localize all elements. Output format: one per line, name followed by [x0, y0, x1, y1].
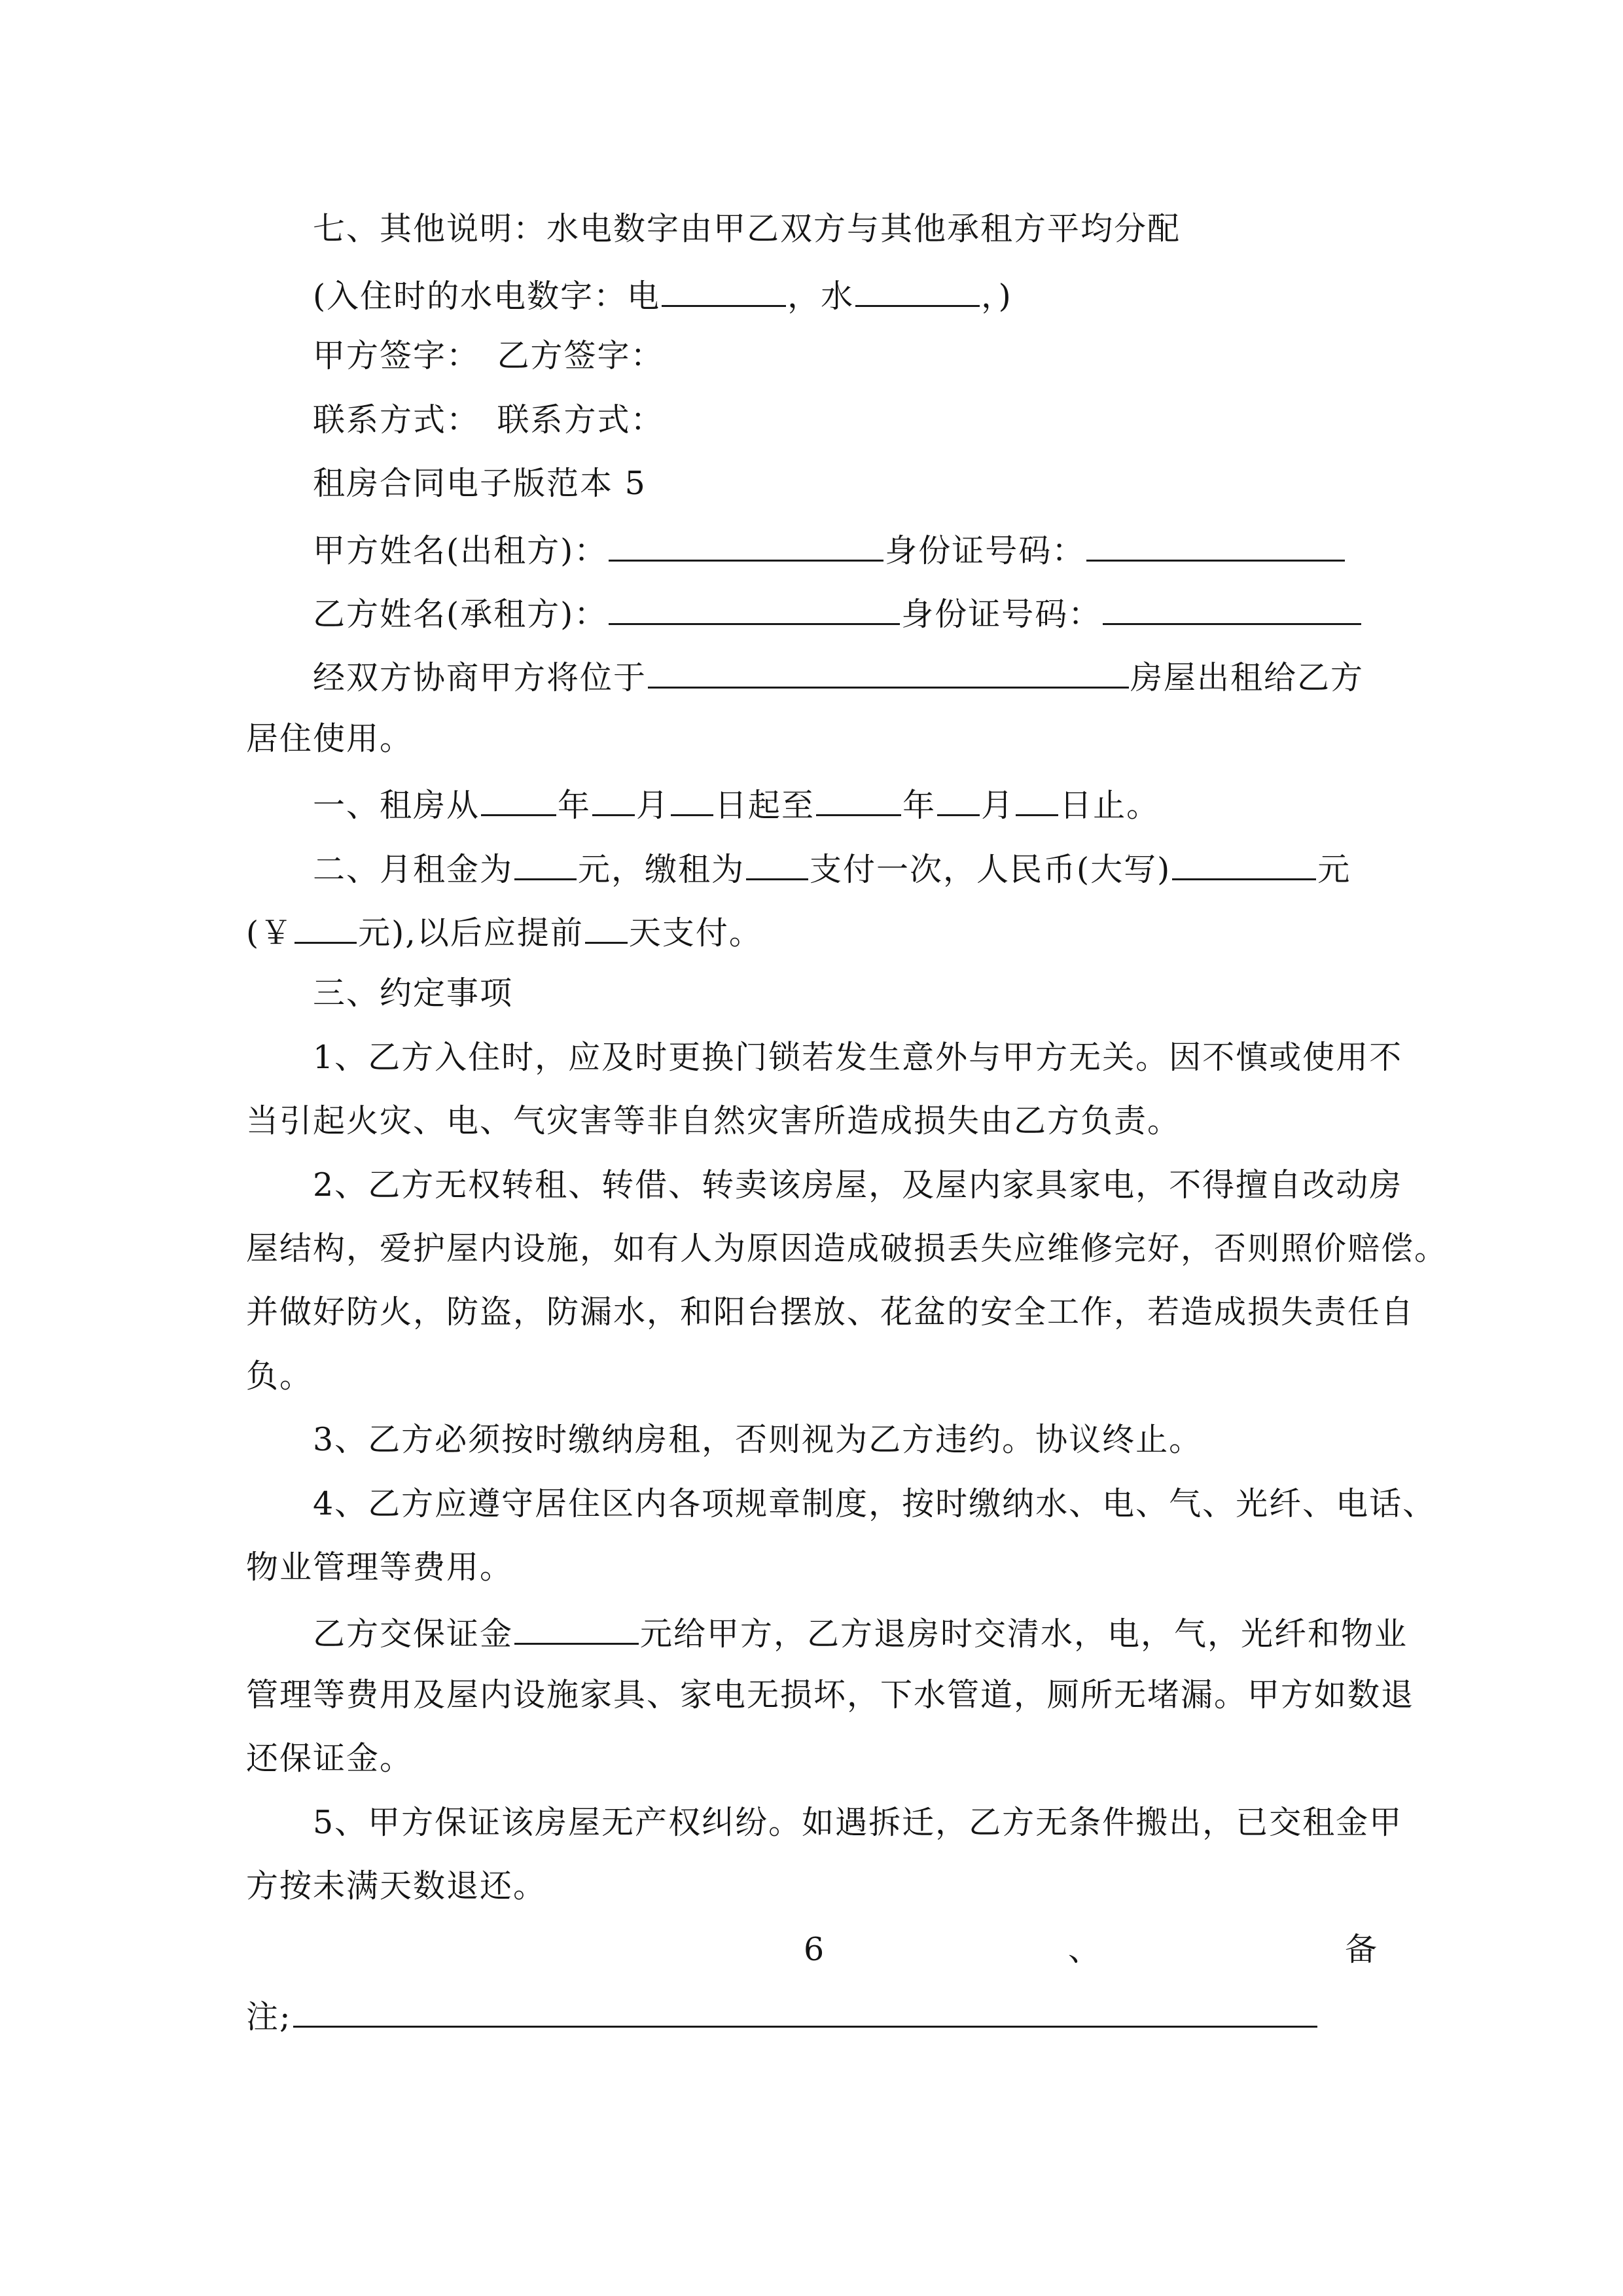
monthly-rent-line: 二、月租金为 元，缴租为 支付一次，人民币(大写) 元	[313, 846, 1351, 891]
deposit-line-1: 乙方交保证金 元给甲方，乙方退房时交清水，电，气，光纤和物业	[313, 1610, 1408, 1655]
deposit-line-2: 管理等费用及屋内设施家具、家电无损坏，下水管道，厕所无堵漏。甲方如数退	[246, 1676, 1415, 1713]
advance-days-blank[interactable]	[585, 909, 628, 944]
clause-2-line-1: 2、乙方无权转租、转借、转卖该房屋，及屋内家具家电，不得擅自改动房	[313, 1166, 1403, 1204]
payment-period-blank[interactable]	[746, 846, 808, 880]
clause-2-line-2: 屋结构，爱护屋内设施，如有人为原因造成破损丢失应维修完好，否则照价赔偿。	[246, 1230, 1448, 1267]
remarks-blank[interactable]	[293, 1993, 1317, 2028]
signature-line: 甲方签字： 乙方签字：	[313, 337, 664, 374]
clause-5-line-2: 方按未满天数退还。	[246, 1867, 547, 1905]
usage-line: 居住使用。	[246, 720, 414, 757]
clause-6-separator: 、	[1068, 1931, 1102, 1968]
rent-amount-blank[interactable]	[294, 909, 357, 944]
deposit-line-3: 还保证金。	[246, 1740, 414, 1777]
end-day-blank[interactable]	[1016, 781, 1058, 816]
remarks-line: 注;	[246, 1993, 1319, 2038]
deposit-amount-blank[interactable]	[514, 1610, 639, 1645]
clause-5-line-1: 5、甲方保证该房屋无产权纠纷。如遇拆迁，乙方无条件搬出，已交租金甲	[313, 1804, 1403, 1841]
electricity-reading-blank[interactable]	[662, 272, 786, 307]
clause-1-line-1: 1、乙方入住时，应及时更换门锁若发生意外与甲方无关。因不慎或使用不	[313, 1039, 1403, 1076]
monthly-rent-blank[interactable]	[514, 846, 577, 880]
party-b-name-blank[interactable]	[609, 590, 900, 625]
clause-2-line-4: 负。	[246, 1357, 313, 1395]
water-reading-blank[interactable]	[855, 272, 980, 307]
property-address-blank[interactable]	[648, 654, 1129, 689]
section-title: 租房合同电子版范本 5	[313, 465, 647, 502]
start-day-blank[interactable]	[671, 781, 713, 816]
clause-6-number: 6	[804, 1931, 826, 1968]
start-year-blank[interactable]	[481, 781, 556, 816]
clause-7-other-notes: 七、其他说明：水电数字由甲乙双方与其他承租方平均分配	[313, 210, 1181, 247]
agreed-items-heading: 三、约定事项	[313, 975, 514, 1012]
rent-amount-line: (￥ 元),以后应提前 天支付。	[246, 909, 762, 954]
party-b-id-blank[interactable]	[1103, 590, 1361, 625]
clause-4-line-2: 物业管理等费用。	[246, 1549, 514, 1586]
party-a-name-blank[interactable]	[609, 527, 883, 562]
property-location-line: 经双方协商甲方将位于 房屋出租给乙方	[313, 654, 1364, 699]
party-a-id-blank[interactable]	[1086, 527, 1345, 562]
contact-line: 联系方式： 联系方式：	[313, 401, 664, 439]
start-month-blank[interactable]	[592, 781, 635, 816]
end-year-blank[interactable]	[816, 781, 901, 816]
amount-in-words-blank[interactable]	[1172, 846, 1316, 880]
clause-2-line-3: 并做好防火，防盗，防漏水，和阳台摆放、花盆的安全工作，若造成损失责任自	[246, 1293, 1415, 1331]
clause-1-line-2: 当引起火灾、电、气灾害等非自然灾害所造成损失由乙方负责。	[246, 1102, 1181, 1139]
clause-3: 3、乙方必须按时缴纳房租，否则视为乙方违约。协议终止。	[313, 1421, 1203, 1458]
rental-period-line: 一、租房从 年 月 日起至 年 月 日止。	[313, 781, 1160, 827]
utility-readings-line: (入住时的水电数字：电 ，水 ，)	[313, 272, 1012, 317]
clause-4-line-1: 4、乙方应遵守居住区内各项规章制度，按时缴纳水、电、气、光纤、电话、	[313, 1485, 1436, 1522]
end-month-blank[interactable]	[937, 781, 980, 816]
party-b-line: 乙方姓名(承租方)： 身份证号码：	[313, 590, 1363, 636]
party-a-line: 甲方姓名(出租方)： 身份证号码：	[313, 527, 1346, 572]
remarks-char-1: 备	[1345, 1931, 1379, 1968]
